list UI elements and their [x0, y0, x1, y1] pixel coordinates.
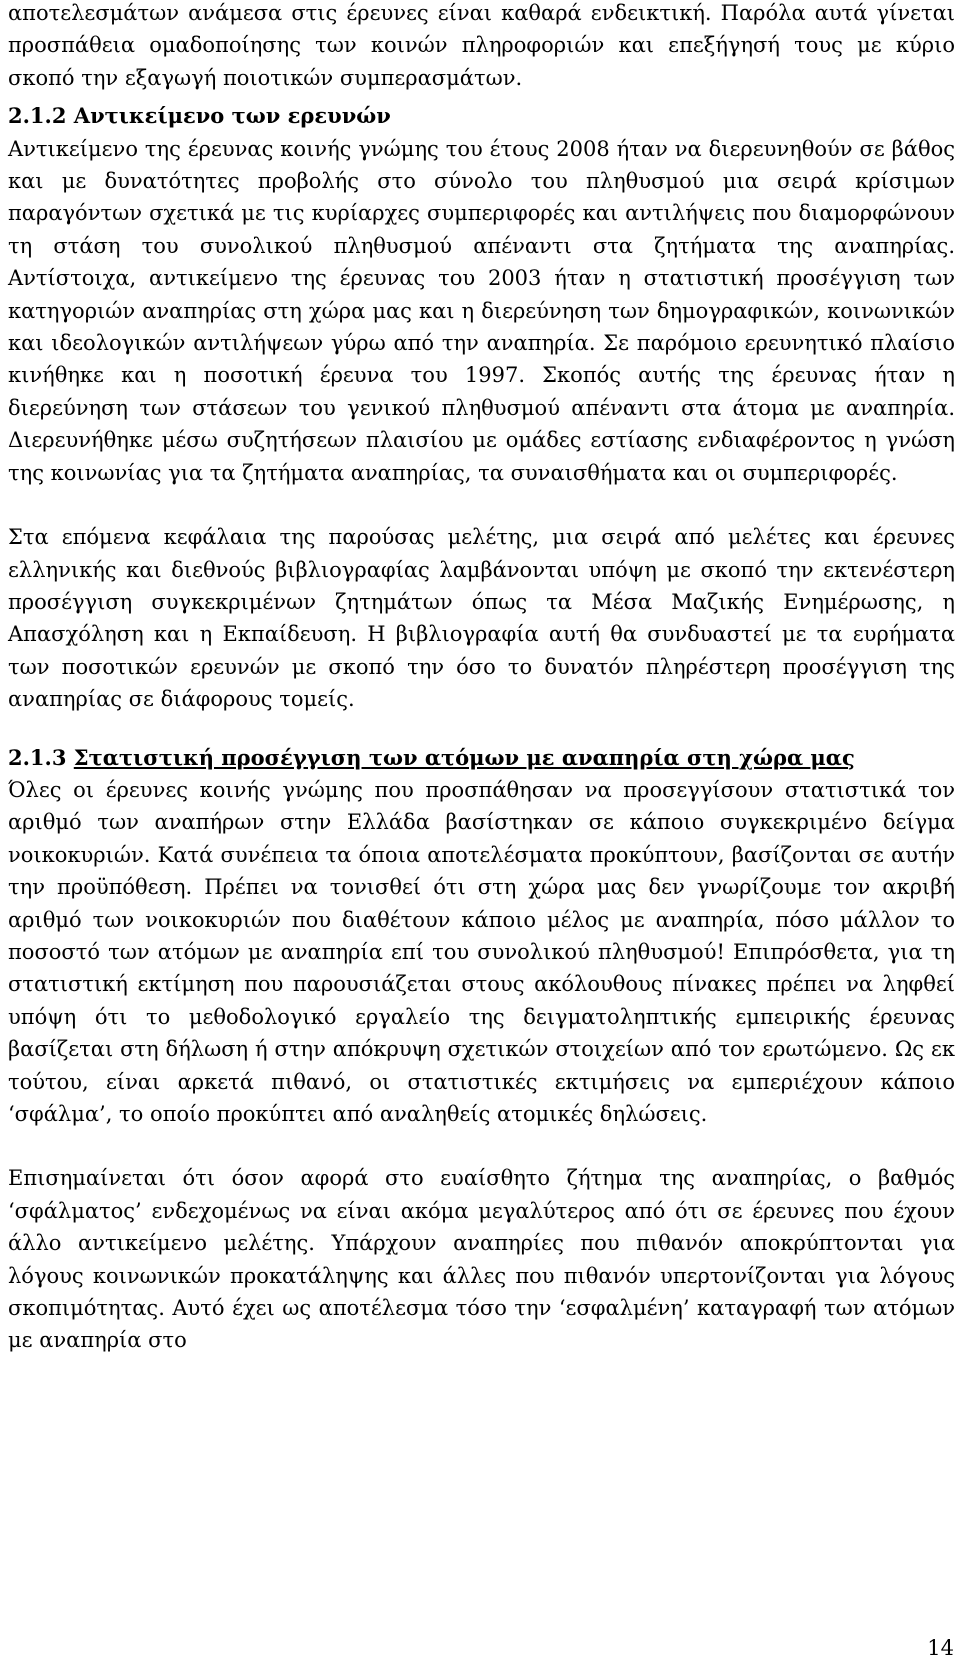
- section-heading-2-1-3: [8, 742, 955, 774]
- paragraph-next-chapters: Στα επόμενα κεφάλαια της παρούσας μελέτης, μια σειρά από μελέτες και έρευνες ελληνικής και διεθνούς βιβλιογραφίας λαμβάνονται υπόψη με σκοπό την εκτενέστερη προσέγγιση συγκεκριμένων ζητημάτων όπως τα Μέσα Μαζικής Ενημέρωσης, η Απασχόληση και η Εκπαίδευση. Η βιβλιογραφία αυτή θα συνδυαστεί με τα ευρήματα των ποσοτικών ερευνών με σκοπό την όσο το δυνατόν πληρέστερη προσέγγιση της αναπηρίας σε διάφορους τομείς.: [8, 525, 955, 712]
- paragraph-objectives: Αντικείμενο της έρευνας κοινής γνώμης του έτους 2008 ήταν να διερευνηθούν σε βάθος και με δυνατότητες προβολής στο σύνολο του πληθυσμού μια σειρά κρίσιμων παραγόντων σχετικά με τις κυρίαρχες συμπεριφορές και αντιλήψεις που διαμορφώνουν τη στάση του συνολικού πληθυσμού απέναντι στα ζητήματα της αναπηρίας. Αντίστοιχα, αντικείμενο της έρευνας του 2003 ήταν η στατιστική προσέγγιση των κατηγοριών αναπηρίας στη χώρα μας και η διερεύνηση των δημογραφικών, κοινωνικών και ιδεολογικών αντιλήψεων γύρω από την αναπηρία. Σε παρόμοιο ερευνητικό πλαίσιο κινήθηκε και η ποσοτική έρευνα του 1997. Σκοπός αυτής της έρευνας ήταν η διερεύνηση των στάσεων του γενικού πληθυσμού απέναντι στα άτομα με αναπηρία. Διερευνήθηκε μέσω συζητήσεων πλαισίου με ομάδες εστίασης ενδιαφέροντος η γνώση της κοινωνίας για τα ζητήματα αναπηρίας, τα συναισθήματα και οι συμπεριφορές.: [8, 136, 955, 485]
- section-number: 2.1.2: [8, 103, 67, 129]
- continuation-paragraph: αποτελεσμάτων ανάμεσα στις έρευνες είναι καθαρά ενδεικτική. Παρόλα αυτά γίνεται προσπάθεια ομαδοποίησης των κοινών πληροφοριών και επεξήγησή τους με κύριο σκοπό την εξαγωγή ποιοτικών συμπερασμάτων.: [8, 1, 955, 90]
- section-heading-2-1-2: [8, 100, 955, 132]
- paragraph-statistical-approach: Όλες οι έρευνες κοινής γνώμης που προσπάθησαν να προσεγγίσουν στατιστικά τον αριθμό των αναπήρων στην Ελλάδα βασίστηκαν σε κάποιο συγκεκριμένο δείγμα νοικοκυριών. Κατά συνέπεια τα όποια αποτελέσματα προκύπτουν, βασίζονται σε αυτήν την προϋπόθεση. Πρέπει να τονισθεί ότι στη χώρα μας δεν γνωρίζουμε τον ακριβή αριθμό των νοικοκυριών που διαθέτουν κάποιο μέλος με αναπηρία, πόσο μάλλον το ποσοστό των ατόμων με αναπηρία επί του συνολικού πληθυσμού! Επιπρόσθετα, για τη στατιστική εκτίμηση που παρουσιάζεται στους ακόλουθους πίνακες πρέπει να ληφθεί υπόψη ότι το μεθοδολογικό εργαλείο της δειγματοληπτικής εμπειρικής έρευνας βασίζεται στη δήλωση ή στην απόκρυψη σχετικών στοιχείων από τον ερωτώμενο. Ως εκ τούτου, είναι αρκετά πιθανό, οι στατιστικές εκτιμήσεις να εμπεριέχουν κάποιο ‘σφάλμα’, το οποίο προκύπτει από αναληθείς ατομικές δηλώσεις.: [8, 777, 955, 1126]
- paragraph-error-note: Επισημαίνεται ότι όσον αφορά στο ευαίσθητο ζήτημα της αναπηρίας, ο βαθμός ‘σφάλματος’ ενδεχομένως να είναι ακόμα μεγαλύτερος από ότι σε έρευνες που έχουν άλλο αντικείμενο μελέτης. Υπάρχουν αναπηρίες που πιθανόν αποκρύπτονται για λόγους κοινωνικών προκατάληψης και άλλες που πιθανόν υπερτονίζονται για λόγους σκοπιμότητας. Αυτό έχει ως αποτέλεσμα τόσο την ‘εσφαλμένη’ καταγραφή των ατόμων με αναπηρία στο: [8, 1166, 955, 1353]
- page-number: 14: [927, 1636, 954, 1660]
- section-title: Στατιστική προσέγγιση των ατόμων με αναπηρία στη χώρα μας: [73, 744, 855, 770]
- section-title: Αντικείμενο των ερευνών: [73, 103, 391, 129]
- document-page: [8, 0, 955, 1357]
- section-number: 2.1.3: [8, 744, 67, 770]
